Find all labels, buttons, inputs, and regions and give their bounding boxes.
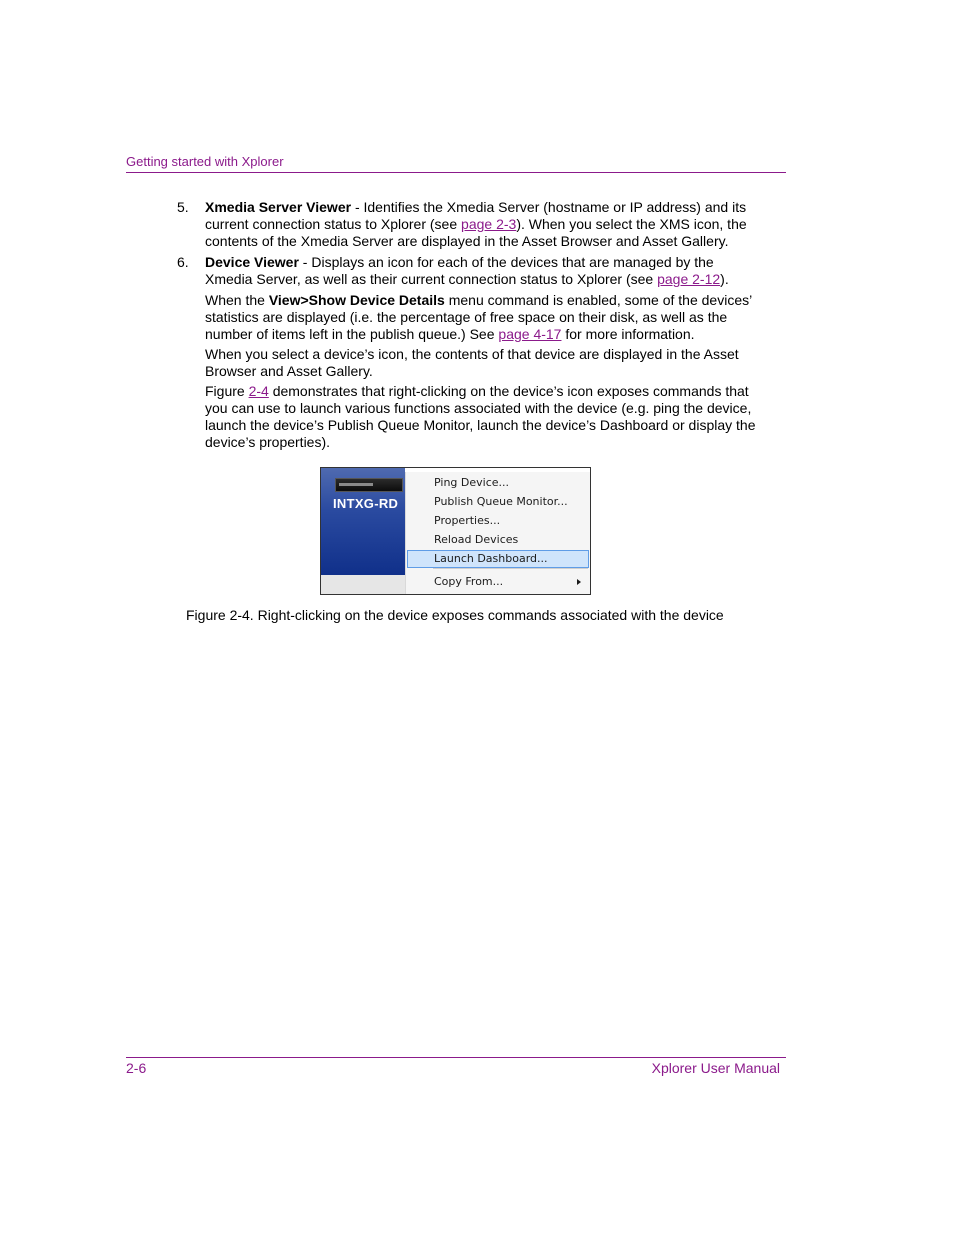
manual-title: Xplorer User Manual — [651, 1060, 780, 1076]
menu-separator — [433, 568, 588, 569]
para-text: When the — [205, 292, 269, 308]
item-text: - Displays an icon for each of the devices that are managed by the Xmedia Server, as well as their current connection status to Xplorer (see — [205, 254, 714, 287]
menu-item-label: Launch Dashboard... — [434, 552, 548, 565]
para-text: demonstrates that right-clicking on the device’s icon exposes commands that you can use to launch various functions associated with the device (e.g. ping the device, launch the device’s Publish Queue Monitor, launch the device’s Dashboard or display the device’s properties). — [205, 383, 756, 450]
para-text: for more information. — [561, 326, 695, 342]
list-item-device-viewer — [176, 254, 756, 288]
figure-context-menu-screenshot — [320, 467, 591, 595]
menu-item-label: Properties... — [434, 514, 501, 527]
menu-item-copy-from[interactable] — [407, 573, 589, 591]
page-number: 2-6 — [126, 1060, 147, 1076]
footer-rule — [126, 1057, 786, 1058]
item-text: - Identifies the Xmedia Server (hostname or IP address) and its current connection status to Xplorer (see — [205, 199, 747, 232]
running-header: Getting started with Xplorer — [126, 154, 284, 169]
list-number: 5. — [177, 199, 189, 215]
menu-command-show-device-details: View>Show Device Details — [268, 292, 445, 308]
device-icon-panel[interactable] — [321, 468, 405, 575]
menu-item-label: Publish Queue Monitor... — [434, 495, 568, 508]
menu-item-label: Ping Device... — [434, 476, 510, 489]
item-text-end: ). When you select the XMS icon, the contents of the Xmedia Server are displayed in the Asset Browser and Asset Gallery. — [205, 216, 747, 249]
menu-item-publish-queue-monitor[interactable] — [407, 493, 589, 511]
menu-item-properties[interactable] — [407, 512, 589, 530]
device-label: INTXG-RD — [333, 496, 399, 511]
item-text-end: ). — [720, 271, 729, 287]
figure-caption: Figure 2-4. Right-clicking on the device exposes commands associated with the device — [186, 607, 724, 623]
menu-item-reload-devices[interactable] — [407, 531, 589, 549]
list-item-xmedia-server-viewer — [176, 199, 756, 250]
menu-item-label: Reload Devices — [434, 533, 519, 546]
link-page-2-12[interactable]: page 2-12 — [657, 271, 721, 287]
para-text: Figure — [205, 383, 249, 399]
main-content — [176, 199, 756, 454]
device-panel-footer — [321, 575, 405, 594]
list-number: 6. — [177, 254, 189, 270]
link-page-4-17[interactable]: page 4-17 — [498, 326, 562, 342]
header-rule — [126, 172, 786, 173]
menu-item-ping-device[interactable] — [407, 474, 589, 492]
para-text: menu command is enabled, some of the devices’ statistics are displayed (i.e. the percentage of free space on their disk, as well as the number of items left in the publish queue.) See — [205, 292, 752, 342]
term-xmedia-server-viewer: Xmedia Server Viewer — [205, 199, 352, 215]
link-figure-2-4[interactable]: 2-4 — [248, 383, 269, 399]
menu-item-launch-dashboard[interactable] — [407, 550, 589, 568]
menu-item-label: Copy From... — [434, 575, 504, 588]
paragraph-figure-reference — [176, 383, 756, 451]
link-page-2-3[interactable]: page 2-3 — [461, 216, 517, 232]
context-menu — [405, 472, 591, 594]
submenu-arrow-icon — [577, 579, 581, 585]
term-device-viewer: Device Viewer — [205, 254, 299, 270]
device-hardware-icon — [335, 478, 403, 492]
paragraph-show-device-details — [176, 292, 756, 343]
paragraph-select-device: When you select a device’s icon, the contents of that device are displayed in the Asset Browser and Asset Gallery. — [205, 346, 739, 379]
